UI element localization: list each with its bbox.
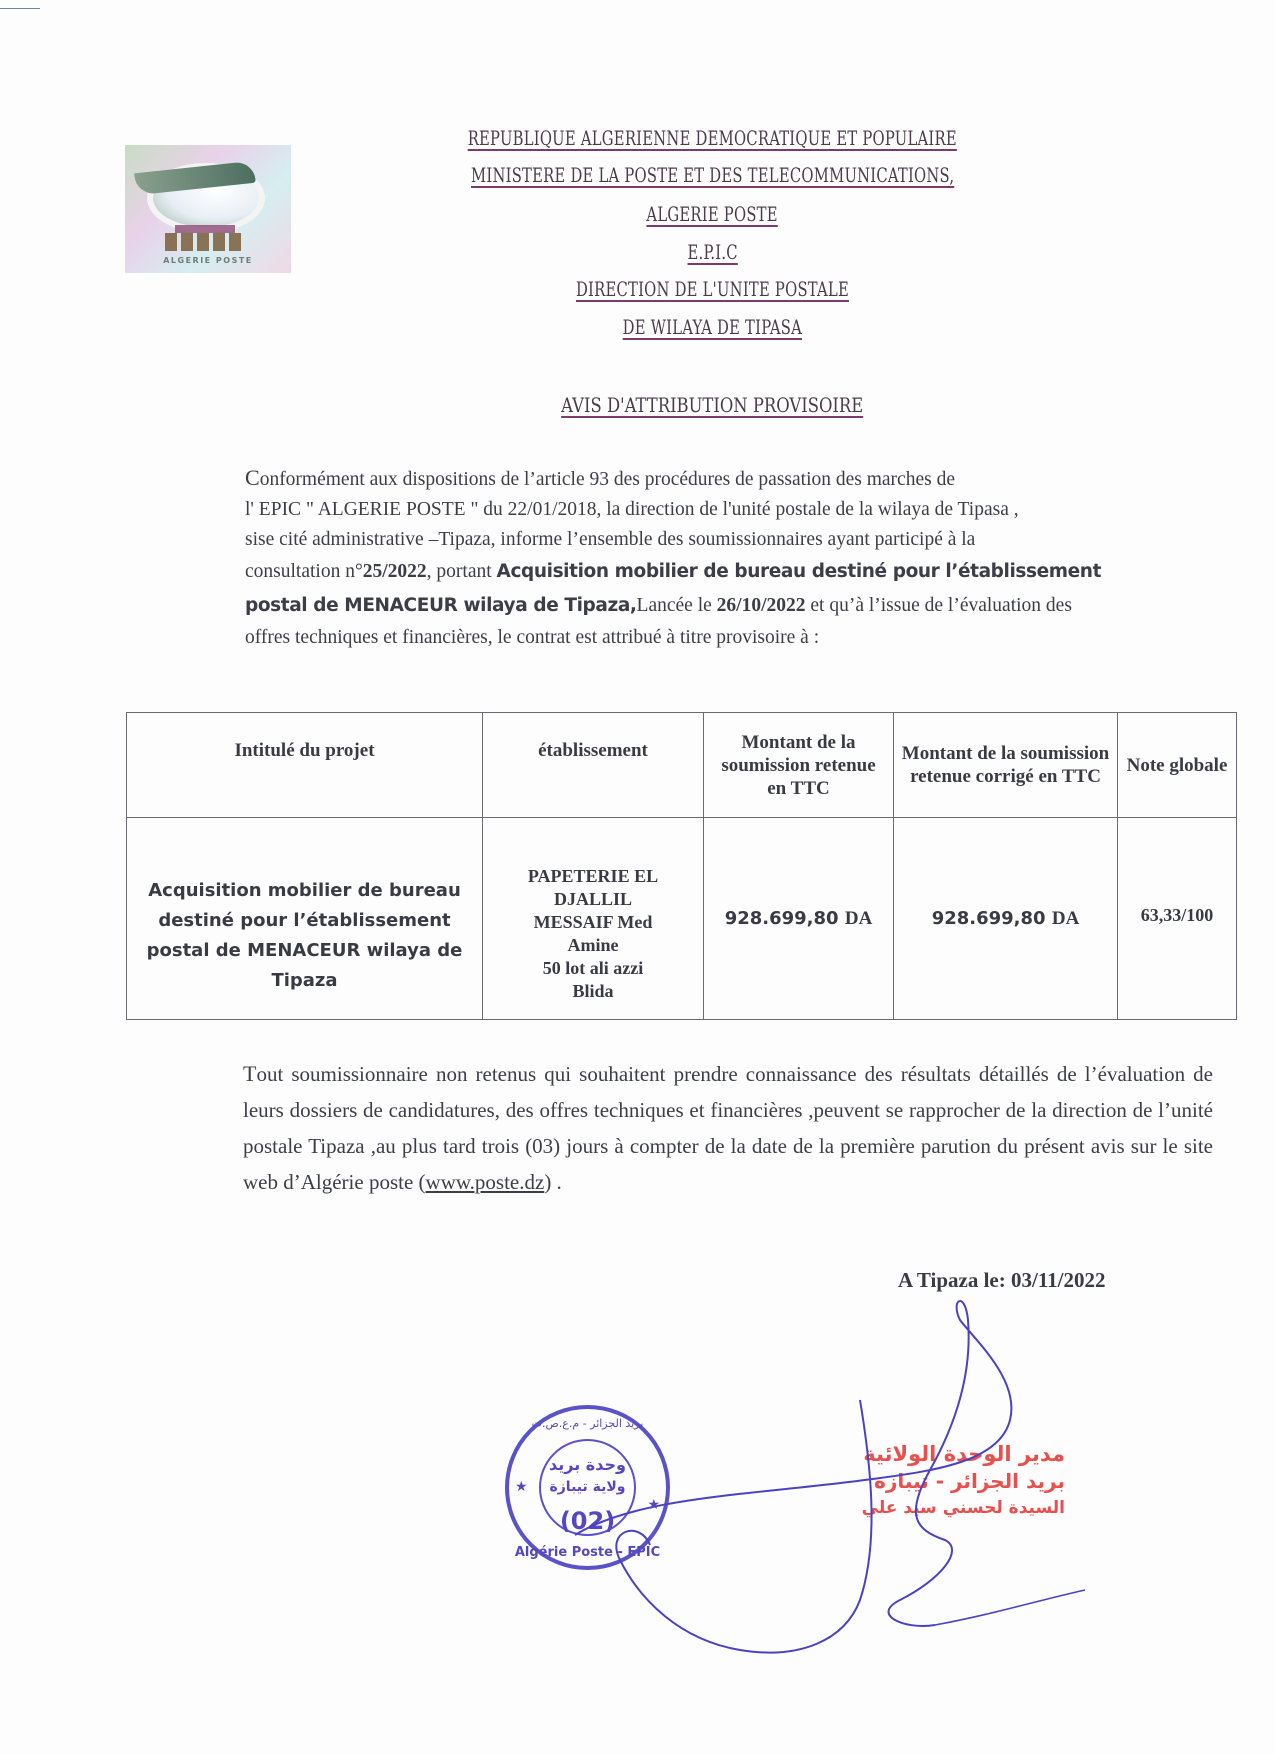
column-header-amount: Montant de la soumission retenue en TTC xyxy=(704,713,894,818)
cell-amount: 928.699,80 DA xyxy=(704,818,894,1020)
stamp-center-line-2: ولاية تيبازة xyxy=(549,1479,626,1495)
stamp-number: (02) xyxy=(559,1507,616,1535)
header-line-republic: REPUBLIQUE ALGERIENNE DEMOCRATIQUE ET POPULAIRE xyxy=(467,126,958,150)
logo-arabic-mark-base xyxy=(165,233,245,251)
cell-supplier: PAPETERIE EL DJALLIL MESSAIF Med Amine 50 lot ali azzi Blida xyxy=(483,818,704,1020)
algerie-poste-logo xyxy=(125,145,291,273)
signatory-unit: بريد الجزائر - تيبازة xyxy=(874,1469,1065,1493)
official-stamp xyxy=(505,1405,670,1570)
intro-line-4: consultation n°25/2022, portant Acquisition mobilier de bureau destiné pour l’établissement xyxy=(245,561,1102,582)
document-title: AVIS D'ATTRIBUTION PROVISOIRE xyxy=(561,393,864,417)
website-link[interactable]: www.poste.dz xyxy=(425,1170,545,1194)
header-line-ministry: MINISTERE DE LA POSTE ET DES TELECOMMUNICATIONS, xyxy=(470,163,955,187)
signatory-block xyxy=(805,1440,1065,1522)
logo-caption: ALGERIE POSTE xyxy=(163,256,253,265)
signatory-title: مدير الوحدة الولائية xyxy=(863,1442,1065,1466)
cell-project: Acquisition mobilier de bureau destiné pour l’établissement postal de MENACEUR wilaya de Tipaza xyxy=(127,818,483,1020)
header-line-epic: E.P.I.C xyxy=(687,240,738,264)
column-header-establishment: établissement xyxy=(483,713,704,818)
closing-paragraph: Tout soumissionnaire non retenus qui souhaitent prendre connaissance des résultats détaillés de l’évaluation de leurs dossiers de candidatures, des offres techniques et financières ,peuvent se rapprocher de la direction de l’unité postale Tipaza ,au plus tard trois (03) jours à compter de la date de la première parution du présent avis sur le site web d’Algérie poste (www.poste.dz) . xyxy=(243,1061,1213,1194)
table-row xyxy=(127,818,1237,1020)
logo-arabic-mark xyxy=(175,225,235,233)
award-table xyxy=(126,712,1237,1020)
column-header-amount-corrected: Montant de la soumission retenue corrigé en TTC xyxy=(894,713,1118,818)
consultation-number: 25/2022 xyxy=(362,561,427,582)
date-line: A Tipaza le: 03/11/2022 xyxy=(898,1268,1106,1292)
intro-line-3: sise cité administrative –Tipaza, informe l’ensemble des soumissionnaires ayant participé à la xyxy=(245,529,976,550)
cell-score: 63,33/100 xyxy=(1118,818,1237,1020)
launch-date: 26/10/2022 xyxy=(716,595,806,616)
intro-line-5: postal de MENACEUR wilaya de Tipaza,Lancée le 26/10/2022 et qu’à l’issue de l’évaluation des xyxy=(245,595,1072,616)
scan-corner-mark xyxy=(0,8,40,9)
header-line-direction: DIRECTION DE L'UNITE POSTALE xyxy=(575,277,849,301)
intro-line-6: offres techniques et financières, le contrat est attribué à titre provisoire à : xyxy=(245,627,820,648)
stamp-center-line-1: وحدة بريد xyxy=(549,1455,626,1474)
stamp-ring-top-text: بريد الجزائر - م.ع.ص.ت xyxy=(531,1417,644,1430)
intro-paragraph xyxy=(245,462,1185,654)
header-line-algerie-poste: ALGERIE POSTE xyxy=(646,202,779,226)
stamp-star-icon: ★ xyxy=(515,1480,528,1495)
header-line-wilaya: DE WILAYA DE TIPASA xyxy=(622,315,803,339)
project-title-inline: Acquisition mobilier de bureau destiné pour l’établissement xyxy=(496,561,1102,582)
column-header-project: Intitulé du projet xyxy=(127,713,483,818)
stamp-ring-bottom-text: Algérie Poste - EPIC xyxy=(514,1545,661,1560)
stamp-star-icon: ★ xyxy=(647,1498,660,1513)
column-header-score: Note globale xyxy=(1118,713,1237,818)
cell-amount-corrected: 928.699,80 DA xyxy=(894,818,1118,1020)
intro-line-1: Conformément aux dispositions de l’article 93 des procédures de passation des marches de xyxy=(245,465,955,490)
intro-line-2: l' EPIC " ALGERIE POSTE " du 22/01/2018, la direction de l'unité postale de la wilaya de Tipasa , xyxy=(245,499,1019,520)
signatory-name: السيدة لحسني سيد علي xyxy=(861,1498,1065,1518)
table-header-row xyxy=(127,713,1237,818)
